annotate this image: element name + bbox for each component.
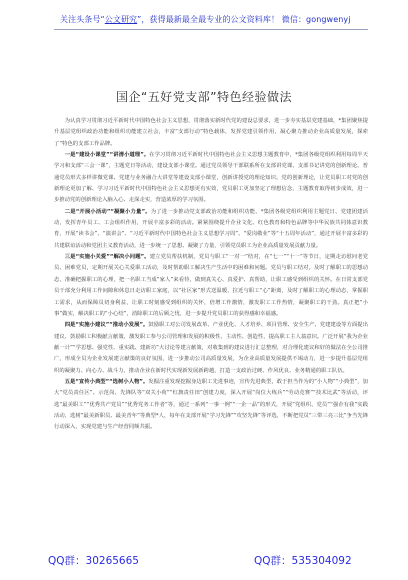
document-title: 国企“五好党支部”特色经验做法 — [116, 90, 292, 104]
header-prefix: 关注头条号“ — [60, 15, 105, 24]
section-body: 发掘注重发现挖掘身边职工先进事迹，宣传先进典型，敢于担当作为的“小人物”“小典型”，加大“党员责任区”、示范岗、先锋队等“双关小荷”“红旗责任田”创建力度，深入开展“岗位大练兵”“劳动竞赛”“技术比武”等活动，评选“最美职工”“优秀共产党员”“优秀党务工作者”等，通过一系列“一事一例”“一企一品”的形式，开展“党组织、党员”“强企有我”实践活动，选树“最美新职员、最美青年”等典型*人，每年在支部开展“学习先锋”“攻坚先锋”等评选，不断把党员“三带三亮三比”争当先锋行动深入，实现党建与生产经营同频共振。 — [54, 378, 368, 431]
section-paragraph — [54, 377, 368, 434]
section-paragraph — [54, 252, 368, 320]
section-paragraph — [54, 320, 368, 377]
section-body: 鼓励职工对公司发展改革、产业优化、人才培养、项目管理、安全生产、党建建设等方面提出建议，鼓励职工积极献言献策，激发职工参与公司管理和发展的积极性、主动性、创造性，提高职工主人翁意识。广泛开展“我为企业献一计”“学思想、强党性、重实践、建新功”大讨论等建言献策，对收集到的建议进行汇总整理，对合理化建议和好的做法在全公司推广，形成全员为企业发展建言献策的良好氛围，进一步推动公司高质量发展，为企业高质量发展提供不竭动力，进一步提升基层党组织的凝聚力、向心力、战斗力，推动企业在新时代实现新发展新跨越，打造一支政治过硬、作风优良、业务精通的职工队伍。 — [54, 322, 368, 374]
header-divider — [54, 29, 368, 30]
section-heading: 三是“实施小关爱”“解决小问题”。 — [64, 254, 150, 261]
section-heading: 四是“实施小建议”“推动小发展”。 — [64, 322, 149, 329]
section-body: 为了进一步推动党支部政治功能和组织功能，*集团各级党组织利用主题党日、党建团建活动，发挥青年员工、工会组织作用，开展丰富多彩的活动。紧紧围绕提升企业文化、红色教育和特色品牌等中华民族共同体意识教育，开展“读书会”、“演讲会”、“习近平新时代中国特色社会主义思想学习周”、“爱岗敬业”等“十五周年活动”，通过开展丰富多彩的共建联谊活动和党团主义教育活动，进一步统一了思想、凝聚了力量，引领党员职工为企业高质量发展贡献力量。 — [54, 208, 368, 249]
footer-qq-group: QQ群：535304092 — [254, 555, 352, 567]
section-heading: 五是“宣传小典型”“选树小人物”。 — [64, 378, 149, 385]
section-body: 建立党员帮扶机制，党员与职工“一对一”结对，在“七一”“十一”等节日，定期走访慰问老党员、困难党员，定期开展关心关爱职工活动，及时帮助职工解决生产生活中的困难和问题。党员与职工结对，及时了解职工的思想动态，准确把握职工的心理，把一名职工当成“家人”来看待，做到真关心、真爱护、真帮助，让职工感受到组织的关怀。在日常支部党员干部充分利用工作间隙和休息日走访职工家庭，以“社区家”形式送温暖，拉近与职工“心”距离，及时了解职工的心理动态，掌握职工需求，从而保障员切身利益，让职工时刻感受到组织的关怀，倍增工作激情，激发职工工作热情，凝聚职工的干劲。真正把“小事”做实，解决职工的“小心结”，消除职工的后顾之忧，进一步提升党员职工的获得感和幸福感。 — [54, 254, 368, 317]
header-account-link[interactable]: 公文研究 — [104, 15, 138, 24]
footer-contacts — [48, 553, 352, 568]
section-paragraph — [54, 150, 368, 207]
header-suffix: ”，获得最新最全最专业的公文资料库！ 微信：gongwenyj — [137, 15, 351, 24]
footer-wechat-group: QQ群：30265665 — [48, 555, 139, 567]
section-paragraph — [54, 207, 368, 252]
section-heading: 一是“建设小课堂”“讲清小道理”。 — [64, 152, 150, 159]
intro-paragraph: 为认真学习贯彻习近平新时代中国特色社会主义思想，贯彻落实新时代党的建设总要求，进一步夯实基层党建基础，*集团聚焦提升基层党组织政治功能和组织功能建立社会，丰富“支部行动”特色载体，发挥党建引领作用，凝心聚力推动企业高质量发展，探索了“特色的支部工作品牌。 — [54, 118, 368, 147]
section-heading: 二是“开展小活动”“凝聚小力量”。 — [64, 208, 151, 215]
document-body — [54, 116, 368, 434]
header-promo — [60, 14, 351, 25]
section-body: 在学习贯彻习近平新时代中国特色社会主义思想主题教育中，*集团各级党组织利用每周半天学习和支部“三会一课”，主题党日等活动，建设支部小课堂。通过党员领导干部联系所在支部讲党课、支部书记讲党的创新理论、普通党员形式多样讲微党课、党建与业务融合大讲堂等建设支部小课堂，创新讲授党的理论知识、党的创新理论，让党员职工对党的创新理论更加了解、学习习近平新时代中国特色社会主义思想更有实效，党员职工更加坚定了理想信念，主题教育取得初步成效，进一步推动党的创新理论入脑入心、走深走实，营造浓厚的学习氛围。 — [54, 152, 368, 204]
